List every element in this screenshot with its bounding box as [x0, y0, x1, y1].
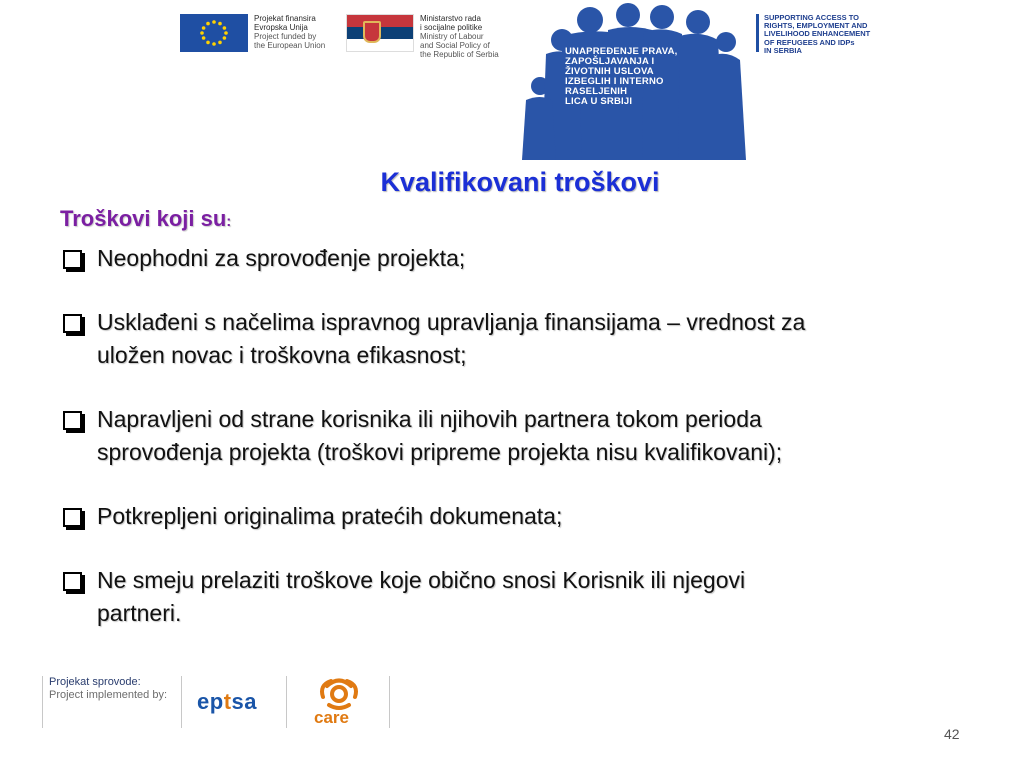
support-divider [756, 14, 759, 52]
ministry-logo-line: Ministarstvo rada [420, 14, 481, 23]
support-line: RIGHTS, EMPLOYMENT AND [764, 21, 868, 31]
bullet-text: Neophodni za sprovođenje projekta; [97, 245, 466, 271]
support-line: IN SERBIA [764, 45, 802, 55]
footer-divider [286, 676, 287, 728]
ministry-logo-line: Ministry of Labour [420, 32, 484, 41]
eu-logo-line: Project funded by [254, 32, 317, 41]
bullet-item [60, 306, 990, 372]
support-line: SUPPORTING ACCESS TO [764, 13, 860, 22]
page-number: 42 [944, 726, 960, 742]
checkbox-bullet-icon [63, 250, 82, 269]
checkbox-bullet-icon [63, 411, 82, 430]
ministry-logo-line: the Republic of Serbia [420, 50, 499, 59]
project-logo-line: UNAPREĐENJE PRAVA, [565, 46, 678, 57]
support-text [764, 14, 899, 55]
ministry-logo-line: and Social Policy of [420, 41, 490, 50]
eu-logo-text [254, 14, 325, 50]
checkbox-bullet-icon [63, 314, 82, 333]
slide-title: Kvalifikovani troškovi [380, 167, 660, 197]
bullet-text: sprovođenja projekta (troškovi pripreme projekta nisu kvalifikovani); [97, 439, 783, 465]
project-logo-line: ŽIVOTNIH USLOVA [565, 66, 654, 77]
eu-logo [180, 14, 340, 56]
bullet-text: partneri. [97, 600, 182, 626]
implemented-by-label: Projekat sprovode: [49, 676, 141, 688]
bullet-text: Napravljeni od strane korisnika ili njihovih partnera tokom perioda [97, 406, 762, 432]
project-logo-line: IZBEGLIH I INTERNO [565, 76, 664, 87]
bullet-text: Usklađeni s načelima ispravnog upravljanja finansijama – vrednost za [97, 309, 806, 335]
bullet-text: Ne smeju prelaziti troškove koje obično snosi Korisnik ili njegovi [97, 567, 746, 593]
footer-divider [389, 676, 390, 728]
subtitle-text: Troškovi koji su [60, 206, 227, 231]
support-line: LIVELIHOOD ENHANCEMENT [764, 29, 871, 39]
project-logo-line: LICA U SRBIJI [565, 96, 633, 107]
eu-logo-line: Projekat finansira [254, 14, 316, 23]
ministry-logo-text [420, 14, 499, 59]
subtitle-colon: : [226, 213, 232, 230]
project-logo-text [565, 47, 700, 107]
project-logo-line: ZAPOŠLJAVANJA I [565, 56, 655, 67]
ministry-logo-line: i socijalne politike [420, 23, 483, 32]
bullet-item [60, 564, 990, 630]
eu-logo-line: Evropska Unija [254, 23, 308, 32]
bullet-item [60, 500, 990, 533]
ministry-logo [346, 14, 506, 59]
bullet-item [60, 242, 990, 275]
slide-subtitle [60, 206, 231, 232]
checkbox-bullet-icon [63, 572, 82, 591]
support-line: OF REFUGEES AND IDPs [764, 37, 855, 47]
eptisa-logo-part: sa [231, 689, 257, 714]
bullet-item [60, 403, 990, 469]
coat-of-arms-icon [363, 21, 381, 43]
care-logo-text: care [314, 708, 349, 727]
footer-divider [181, 676, 182, 728]
bullet-text: uložen novac i troškovna efikasnost; [97, 342, 467, 368]
eu-logo-line: the European Union [254, 41, 326, 50]
bullet-text: Potkrepljeni originalima pratećih dokumenata; [97, 503, 563, 529]
checkbox-bullet-icon [63, 508, 82, 527]
eptisa-logo-part: t [223, 689, 232, 714]
eu-flag-icon [180, 14, 248, 52]
serbia-flag-icon [346, 14, 414, 52]
implemented-by [42, 676, 167, 728]
eptisa-logo-part: ep [197, 689, 224, 714]
bullet-list [60, 242, 990, 661]
implemented-by-label-en: Project implemented by: [49, 689, 167, 701]
eptisa-logo [197, 689, 257, 715]
project-logo-line: RASELJENIH [565, 86, 628, 97]
